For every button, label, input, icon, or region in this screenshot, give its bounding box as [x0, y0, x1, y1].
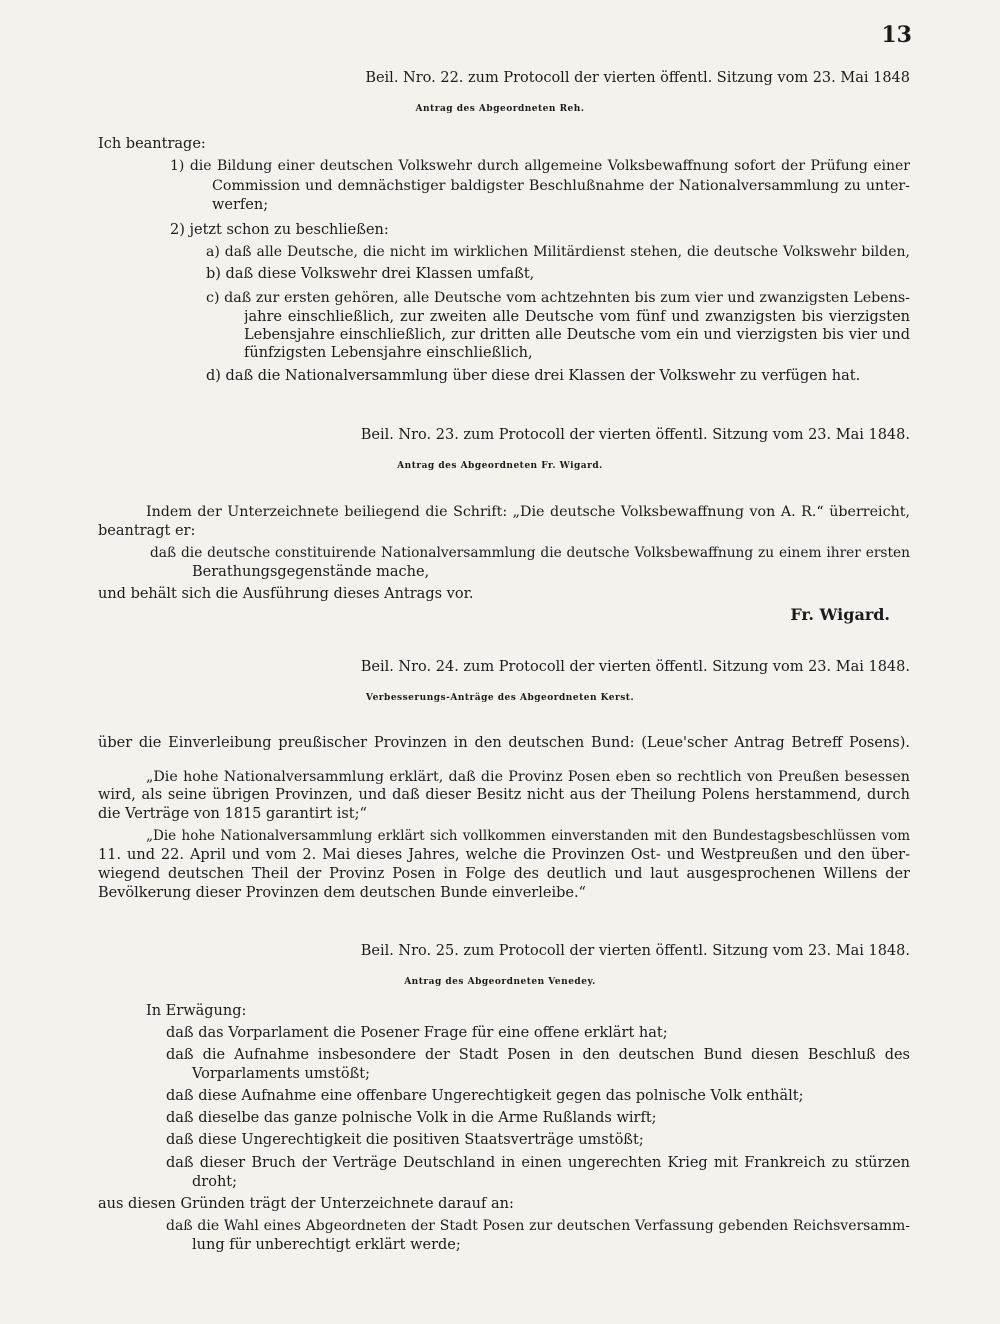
text-line: droht;	[192, 1174, 237, 1190]
text-line: „Die hohe Nationalversammlung erklärt, daß die Provinz Posen eben so rechtlich von Preußen besessen	[146, 769, 910, 785]
text-line: Vorparlaments umstößt;	[192, 1066, 370, 1082]
section-title-25: Antrag des Abgeordneten Venedey.	[404, 977, 596, 987]
text-line: 2) jetzt schon zu beschließen:	[170, 222, 389, 238]
text-line: fünfzigsten Lebensjahre einschließlich,	[244, 345, 533, 361]
text-line: und behält sich die Ausführung dieses Antrags vor.	[98, 586, 474, 602]
text-line: die Verträge von 1815 garantirt ist;“	[98, 806, 367, 822]
text-line: aus diesen Gründen trägt der Unterzeichnete darauf an:	[98, 1196, 514, 1212]
text-line: Ich beantrage:	[98, 136, 206, 152]
text-line: Bevölkerung dieser Provinzen dem deutschen Bunde einverleibe.“	[98, 885, 586, 901]
text-line: daß die deutsche constituirende Nationalversammlung die deutsche Volksbewaffnung zu einem ihrer ersten	[150, 545, 910, 561]
section-title-22: Antrag des Abgeordneten Reh.	[415, 104, 585, 114]
text-line: daß dieselbe das ganze polnische Volk in die Arme Rußlands wirft;	[166, 1110, 657, 1126]
text-line: b) daß diese Volkswehr drei Klassen umfaßt,	[206, 266, 535, 282]
section-title-24: Verbesserungs-Anträge des Abgeordneten Kerst.	[365, 693, 635, 703]
section-ref-25: Beil. Nro. 25. zum Protocoll der vierten öffentl. Sitzung vom 23. Mai 1848.	[360, 943, 910, 959]
text-line: Commission und demnächstiger baldigster Beschlußnahme der Nationalversammlung zu unter-	[212, 178, 910, 194]
text-line: Indem der Unterzeichnete beiliegend die Schrift: „Die deutsche Volksbewaffnung von A. R.“ überreicht,	[146, 504, 910, 520]
section-ref-22: Beil. Nro. 22. zum Protocoll der vierten öffentl. Sitzung vom 23. Mai 1848	[365, 70, 910, 86]
text-line: a) daß alle Deutsche, die nicht im wirklichen Militärdienst stehen, die deutsche Volkswehr bilden,	[206, 244, 910, 260]
text-line: In Erwägung:	[146, 1003, 247, 1019]
section-ref-24: Beil. Nro. 24. zum Protocoll der vierten öffentl. Sitzung vom 23. Mai 1848.	[360, 659, 910, 675]
text-line: 1) die Bildung einer deutschen Volkswehr durch allgemeine Volksbewaffnung sofort der Prüfung einer	[170, 158, 910, 174]
text-line: 11. und 22. April und vom 2. Mai dieses Jahres, welche die Provinzen Ost- und Westpreußen und den über-	[98, 847, 910, 863]
text-line: daß die Aufnahme insbesondere der Stadt Posen in den deutschen Bund diesen Beschluß des	[166, 1047, 910, 1063]
text-line: daß diese Ungerechtigkeit die positiven Staatsverträge umstößt;	[166, 1132, 644, 1148]
text-line: daß die Wahl eines Abgeordneten der Stadt Posen zur deutschen Verfassung gebenden Reichsversamm-	[166, 1218, 910, 1234]
text-line: „Die hohe Nationalversammlung erklärt sich vollkommen einverstanden mit den Bundestagsbeschlüssen vom	[146, 828, 910, 844]
text-line: lung für unberechtigt erklärt werde;	[192, 1237, 461, 1253]
text-line: daß dieser Bruch der Verträge Deutschland in einen ungerechten Krieg mit Frankreich zu stürzen	[166, 1155, 910, 1171]
text-line: d) daß die Nationalversammlung über diese drei Klassen der Volkswehr zu verfügen hat.	[206, 368, 861, 384]
text-line: werfen;	[212, 197, 269, 213]
text-line: beantragt er:	[98, 523, 196, 539]
signature: Fr. Wigard.	[790, 605, 890, 624]
text-line: über die Einverleibung preußischer Provinzen in den deutschen Bund: (Leue'scher Antrag Betreff Posens).	[98, 735, 910, 751]
section-ref-23: Beil. Nro. 23. zum Protocoll der vierten öffentl. Sitzung vom 23. Mai 1848.	[360, 427, 910, 443]
text-line: wird, als seine übrigen Provinzen, und daß dieser Besitz nicht aus der Theilung Polens herstammend, durch	[98, 787, 910, 803]
text-line: Lebensjahre einschließlich, zur dritten alle Deutsche vom ein und vierzigsten bis vier und	[244, 327, 910, 343]
text-line: c) daß zur ersten gehören, alle Deutsche vom achtzehnten bis zum vier und zwanzigsten Lebens-	[206, 290, 910, 306]
page-number: 13	[881, 22, 912, 48]
text-line: jahre einschließlich, zur zweiten alle Deutsche vom fünf und zwanzigsten bis vierzigsten	[244, 309, 910, 325]
section-title-23: Antrag des Abgeordneten Fr. Wigard.	[397, 461, 603, 471]
text-line: Berathungsgegenstände mache,	[192, 564, 430, 580]
text-line: daß diese Aufnahme eine offenbare Ungerechtigkeit gegen das polnische Volk enthält;	[166, 1088, 804, 1104]
text-line: daß das Vorparlament die Posener Frage für eine offene erklärt hat;	[166, 1025, 668, 1041]
text-line: wiegend deutschen Theil der Provinz Posen in Folge des deutlich und laut ausgesprochenen Willens der	[98, 866, 910, 882]
